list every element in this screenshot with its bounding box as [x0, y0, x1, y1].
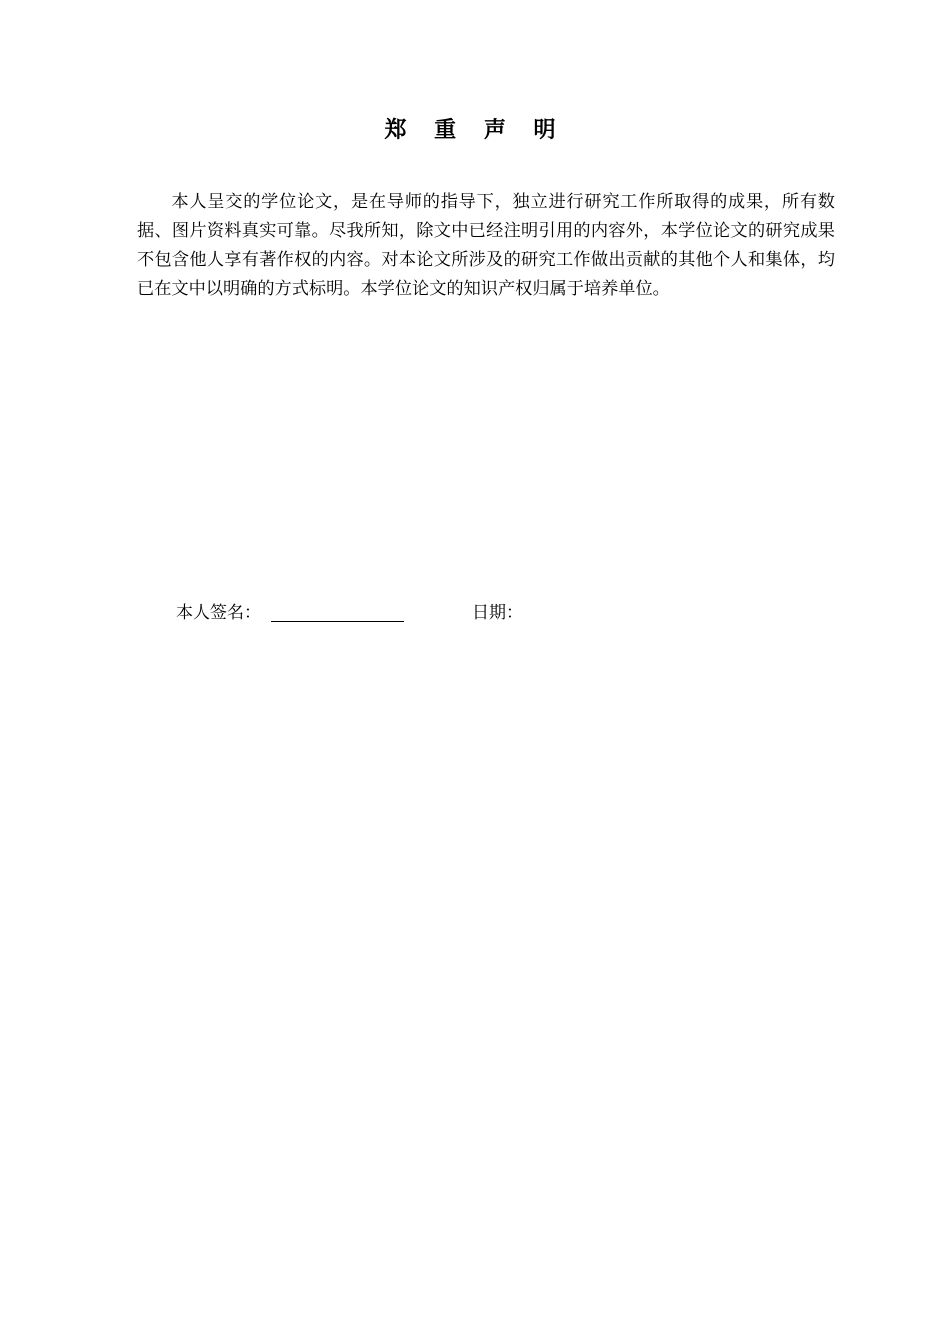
- signature-line[interactable]: [271, 621, 404, 622]
- signature-label: 本人签名：: [176, 603, 261, 623]
- date-label: 日期：: [472, 603, 523, 623]
- declaration-paragraph: 本人呈交的学位论文，是在导师的指导下，独立进行研究工作所取得的成果，所有数据、图片资料真实可靠。尽我所知，除文中已经注明引用的内容外，本学位论文的研究成果不包含他人享有著作权的内容。对本论文所涉及的研究工作做出贡献的其他个人和集体，均已在文中以明确的方式标明。本学位论文的知识产权归属于培养单位。: [137, 192, 835, 299]
- signature-row: [176, 600, 776, 628]
- page-title: 郑 重 声 明: [384, 118, 566, 143]
